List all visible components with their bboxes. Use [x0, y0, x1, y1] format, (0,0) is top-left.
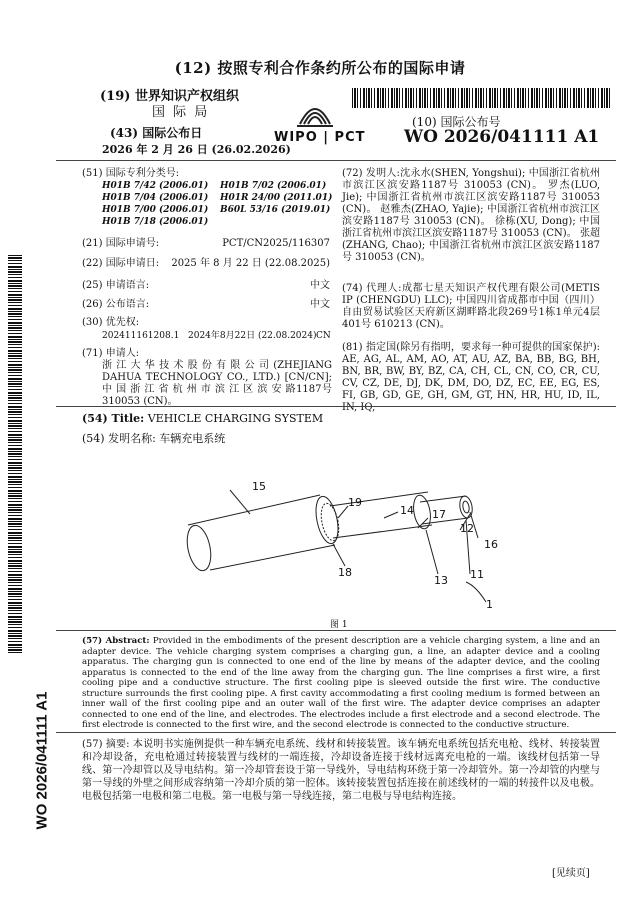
f74-text: 成都七星天知识产权代理有限公司(METIS IP (CHENGDU) LLC); 中国四川省成都市中国（四川）自由贸易试验区天府新区湖畔路北段269号1栋1单元4层401号 610213 (CN)。 — [342, 283, 600, 330]
ipc-cell: H01B 7/18 (2006.01) — [102, 217, 209, 227]
f30-number: 202411161208.1 — [102, 331, 180, 341]
f25-label: (25) 申请语言: — [82, 280, 150, 291]
f26-value: 中文 — [310, 299, 330, 310]
org-code: (19) — [100, 89, 131, 104]
f51-label: (51) 国际专利分类号: — [82, 168, 180, 179]
wire-core — [462, 501, 470, 514]
tube-top — [420, 496, 466, 502]
ipc-cell: H01B 7/04 (2006.01) — [102, 193, 209, 203]
title-zh: 车辆充电系统 — [159, 432, 226, 445]
title-en: VEHICLE CHARGING SYSTEM — [147, 412, 324, 425]
logo-text: WIPO | PCT — [274, 130, 366, 145]
abstract-zh-block — [82, 738, 600, 803]
wipo-logo — [270, 90, 366, 148]
ipc-cell — [220, 216, 332, 228]
jacket-top-edge — [188, 495, 320, 525]
title-zh-label: (54) 发明名称: — [82, 432, 156, 445]
f72-text: 沈永水(SHEN, Yongshui); 中国浙江省杭州市滨江区滨安路1187号 310053 (CN)。 罗杰(LUO, Jie); 中国浙江省杭州市滨江区滨安路1187号 310053 (CN)。 赵雅杰(ZHAO, Yajie); 中国浙江省杭州市滨江区滨安路1187号 310053 (CN)。 徐栋(XU, Dong); 中国浙江省杭州市滨江区滨安路1187号 310053 (CN)。 张超(ZHANG, Chao); 中国浙江省杭州市滨江区滨安路1187号 310053 (CN)。 — [342, 168, 600, 263]
f81-text: (除另有指明，要求每一种可提供的国家保护): AE, AG, AL, AM, AO, AT, AU, AZ, BA, BB, BG, BH, BN, BR, BW, BY, BZ, CA, CH, CL, CN, CO, CR, CU, CV, CZ, DE, DJ, DK, DM, DO, DZ, EC, EE, EG, ES, FI, GB, GD, GE, GH, GM, GT, HN, HR, HU, ID, IL, IN, IQ, — [342, 342, 600, 413]
braid-ring — [318, 502, 342, 542]
leader-19 — [338, 506, 348, 518]
ipc-cell: H01B 7/00 (2006.01) — [102, 205, 209, 215]
ipc-cell: H01R 24/00 (2011.01) — [220, 193, 333, 203]
leader-13 — [426, 530, 438, 574]
f71-label: (71) 申请人: — [82, 348, 140, 359]
ipc-cell: H01B 7/02 (2006.01) — [220, 181, 327, 191]
abstract-rule — [56, 732, 616, 733]
ref-label: 15 — [252, 480, 266, 493]
f21-label: (21) 国际申请号: — [82, 238, 160, 249]
ref-label: 17 — [432, 508, 446, 521]
ref-label: 18 — [338, 566, 352, 579]
leader-15 — [230, 490, 250, 514]
f25-value: 中文 — [310, 280, 330, 291]
f26-label: (26) 公布语言: — [82, 299, 150, 310]
figure-rule — [56, 630, 616, 631]
barcode-side — [8, 255, 22, 655]
leader-1 — [466, 582, 486, 602]
figure-caption: 图 1 — [330, 620, 348, 630]
abstract-zh-label: (57) 摘要: — [82, 739, 130, 750]
ipc-row — [102, 180, 332, 192]
title-en-label: (54) Title: — [82, 412, 145, 425]
f72-label: (72) 发明人: — [342, 168, 400, 179]
ipc-table — [102, 180, 332, 228]
figure-1 — [170, 470, 510, 640]
header-rule — [56, 160, 616, 161]
f71-text: 浙 江 大 华 技 术 股 份 有 限 公 司 (ZHEJIANG DAHUA TECHNOLOGY CO., LTD.) [CN/CN]; 中 国 浙 江 省 杭 州 市 滨 江 区 滨 安 路1187号 310053 (CN)。 — [102, 360, 332, 407]
abstract-zh: 本说明书实施例提供一种车辆充电系统、线材和转接装置。该车辆充电系统包括充电枪、线材、转接装置和冷却设备，充电枪通过转接装置与线材的一端连接，冷却设备连接于线材远离充电枪的一端。该线材包括第一导线、第一冷却管以及导电结构。第一冷却管套设于第一导线外，导电结构环绕于第一冷却管外。第一冷却管的内壁与第一导线的外壁之间形成容纳第一冷却介质的第一腔体。该转接装置包括连接在前述线材的一端的转接件以及电极。电极包括第一电极和第二电极。第一电极与第一导线连接，第二电极与导电结构连接。 — [82, 739, 601, 802]
f30-label: (30) 优先权: — [82, 317, 140, 328]
f22-label: (22) 国际申请日: — [82, 258, 160, 269]
ref-label: 11 — [470, 568, 484, 581]
abstract-en: Provided in the embodiments of the present description are a vehicle charging system, a line and an adapter device. The vehicle charging system comprises a charging gun, a line, an adapter device and a cooling apparatus. The charging gun is connected to one end of the line by means of the adapter device, and the cooling apparatus is connected to the end of the line away from the charging gun. The line comprises a first wire, a first cooling pipe and a conductive structure. The first cooling pipe is sleeved outside the first wire. The conductive structure surrounds the first cooling pipe. A first cavity accommodating a first cooling medium is formed between an inner wall of the first cooling pipe and an outer wall of the first wire. The adapter device comprises an adapter connected to one end of the line, and electrodes. The electrodes include a first electrode and a second electrode. The first electrode is connected to the first wire, and the second electrode is connected to the conductive structure. — [82, 636, 600, 730]
cable-drawing — [170, 470, 510, 620]
f72-block — [342, 168, 600, 264]
barcode-top — [352, 88, 610, 108]
ipc-cell: H01B 7/42 (2006.01) — [102, 181, 209, 191]
ref-label: 14 — [400, 504, 414, 517]
ref-label: 19 — [348, 496, 362, 509]
title-en-block — [82, 412, 323, 425]
f74-block — [342, 283, 600, 331]
ref-label: 16 — [484, 538, 498, 551]
ipc-row — [102, 204, 332, 216]
f22-value: 2025 年 8 月 22 日 (22.08.2025) — [171, 258, 330, 269]
pub-date-label: (43) 国际公布日 — [110, 126, 203, 140]
bib-rule — [56, 406, 616, 407]
f81-block — [342, 342, 600, 414]
bureau: 国 际 局 — [152, 105, 210, 120]
ref-label: 12 — [460, 522, 474, 535]
pipe-bottom — [333, 525, 432, 538]
ipc-row — [102, 216, 332, 228]
pub-date: 2026 年 2 月 26 日 (26.02.2026) — [102, 143, 291, 156]
document-title: (12) 按照专利合作条约所公布的国际申请 — [174, 59, 466, 77]
leader-18 — [333, 544, 345, 566]
jacket-bottom-edge — [210, 545, 335, 570]
side-pub-number: WO 2026/041111 A1 — [33, 691, 51, 830]
org-name: 世界知识产权组织 — [134, 89, 239, 104]
ipc-cell: B60L 53/16 (2019.01) — [220, 205, 331, 215]
ipc-row — [102, 192, 332, 204]
f30-date: 2024年8月22日 (22.08.2024) — [188, 331, 317, 341]
pub-number: WO 2026/041111 A1 — [404, 127, 600, 147]
title-zh-block — [82, 432, 225, 445]
leader-14 — [384, 512, 398, 518]
abstract-en-block — [82, 636, 600, 731]
ref-label: 13 — [434, 574, 448, 587]
pub-no-label: (10) 国际公布号 — [412, 115, 501, 129]
jacket-end — [183, 523, 214, 573]
f30-country: CN — [316, 331, 331, 341]
ref-label: 1 — [486, 598, 493, 611]
f21-value: PCT/CN2025/116307 — [222, 238, 330, 249]
f74-label: (74) 代理人: — [342, 283, 402, 294]
f81-label: (81) 指定国 — [342, 342, 397, 353]
abstract-en-label: (57) Abstract: — [82, 636, 150, 646]
continued-note: [见续页] — [552, 868, 590, 879]
